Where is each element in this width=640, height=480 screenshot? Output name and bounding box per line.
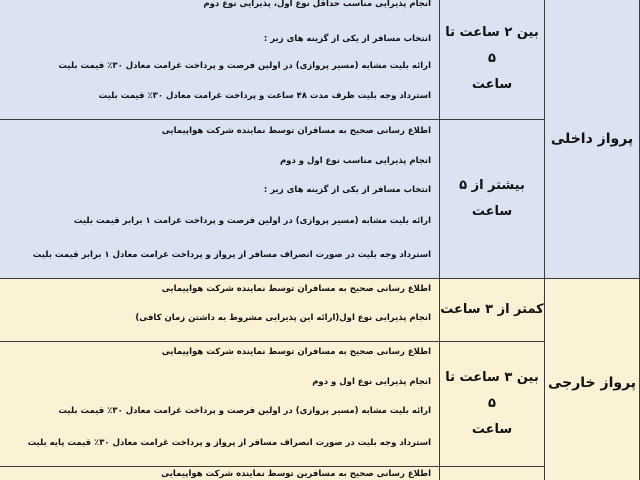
condition-line: استرداد وجه بلیت در صورت انصراف مسافر از پرواز و پرداخت غرامت معادل ۱ برابر قیمت بلیت [32, 250, 431, 260]
condition-line: انجام پذیرایی نوع اول(ارائه این پذیرایی مشروط به داشتن زمان کافی) [135, 313, 431, 323]
duration-international-next [439, 466, 545, 480]
condition-line: ارائه بلیت مشابه (مسیر پروازی) در اولین فرصت و پرداخت غرامت معادل ۳۰٪ قیمت بلیت [58, 61, 431, 71]
duration-line: بیشتر از ۵ ساعت [459, 178, 525, 219]
conditions-international-3-5h [0, 341, 440, 467]
conditions-international-next [0, 466, 440, 480]
category-international [544, 278, 640, 480]
condition-line: انجام پذیرایی مناسب نوع اول و دوم [279, 156, 431, 166]
condition-line: ارائه بلیت مشابه (مسیر پروازی) در اولین فرصت و پرداخت غرامت معادل ۳۰٪ قیمت بلیت [58, 406, 431, 416]
duration-international-3-5h [439, 341, 545, 467]
conditions-domestic-2-5h [0, 0, 440, 120]
condition-line: انجام پذیرایی مناسب حداقل نوع اول، پذیرایی نوع دوم [203, 0, 431, 9]
condition-line: ارائه بلیت مشابه (مسیر پروازی) در اولین فرصت و پرداخت غرامت ۱ برابر قیمت بلیت [73, 216, 431, 226]
condition-line: استرداد وجه بلیت ظرف مدت ۴۸ ساعت و پرداخت غرامت معادل ۳۰٪ قیمت بلیت [98, 91, 431, 101]
duration-line: بین ۲ ساعت تا ۵ [445, 25, 539, 66]
duration-international-under-3h [439, 278, 545, 342]
condition-line: اطلاع رسانی صحیح به مسافران توسط نماینده شرکت هواپیمایی [161, 126, 431, 136]
condition-line: انجام پذیرایی نوع اول و دوم [312, 377, 431, 387]
condition-line: اطلاع رسانی صحیح به مسافران توسط نماینده شرکت هواپیمایی [161, 284, 431, 294]
condition-line: اطلاع رسانی صحیح به مسافرین توسط نماینده شرکت هواپیمایی [161, 469, 431, 479]
condition-line: استرداد وجه بلیت در صورت انصراف مسافر از پرواز و پرداخت غرامت معادل ۳۰٪ قیمت پایه بلیت [27, 438, 431, 448]
conditions-domestic-over-5h [0, 119, 440, 279]
condition-line: انتخاب مسافر از یکی از گزینه های زیر : [263, 34, 431, 44]
condition-line: اطلاع رسانی صحیح به مسافران توسط نماینده شرکت هواپیمایی [161, 347, 431, 357]
category-international-label: پرواز خارجی [547, 375, 637, 391]
conditions-international-under-3h [0, 278, 440, 342]
duration-domestic-over-5h [439, 119, 545, 279]
duration-domestic-2-5h [439, 0, 545, 120]
category-domestic-label: پرواز داخلی [550, 130, 634, 147]
duration-line: کمتر از ۳ ساعت [440, 302, 544, 317]
duration-line: بین ۳ ساعت تا ۵ [445, 370, 539, 411]
condition-line: انتخاب مسافر از یکی از گزینه های زیر : [263, 185, 431, 195]
category-domestic [544, 0, 640, 279]
duration-line: ساعت [471, 422, 513, 437]
duration-line: ساعت [471, 77, 513, 92]
